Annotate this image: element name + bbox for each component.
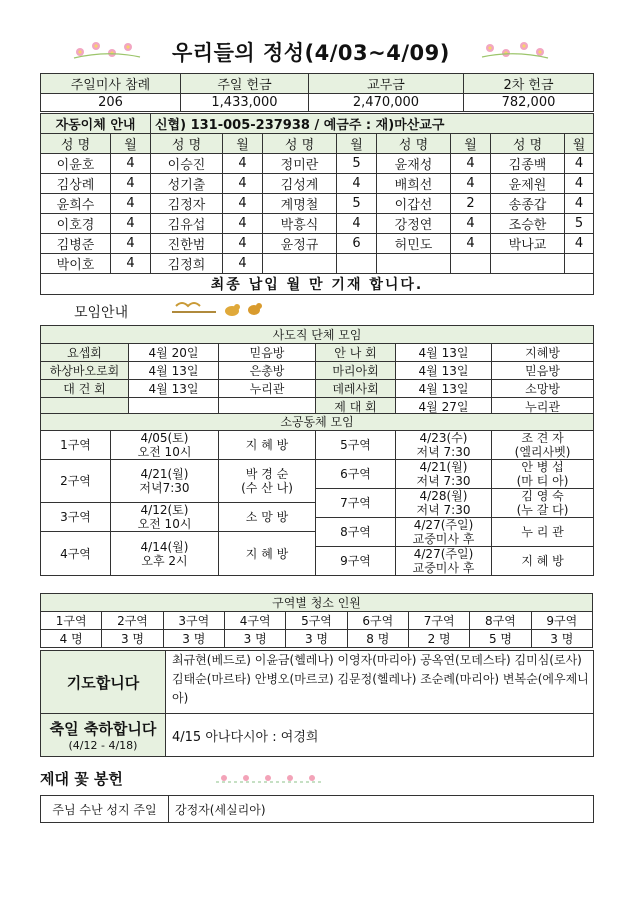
second-offering-value: 782,000: [464, 94, 594, 112]
community-place: 소 망 방: [219, 503, 316, 532]
payer-month: 4: [565, 234, 594, 254]
payer-name: 진한범: [151, 234, 223, 254]
col-month: 월: [111, 134, 151, 154]
group-place: 믿음방: [219, 344, 316, 362]
payer-month: 4: [223, 214, 263, 234]
community-zone: 1구역: [41, 431, 111, 460]
flower-decoration-left-icon: [72, 38, 142, 62]
payer-month: 4: [337, 174, 377, 194]
altar-flowers-title: 제대 꽃 봉헌: [40, 770, 123, 788]
community-date: 4/21(월) 저녁 7:30: [396, 460, 492, 489]
cleaning-zone: 1구역: [41, 612, 102, 630]
cleaning-title: 구역별 청소 인원: [41, 594, 593, 612]
payment-note: 최종 납입 월 만 기재 합니다.: [41, 274, 594, 295]
payer-name: 정미란: [263, 154, 337, 174]
offering-header: 교무금: [309, 74, 464, 94]
community-date: 4/28(월) 저녁 7:30: [396, 489, 492, 518]
community-zone: 6구역: [316, 460, 396, 489]
payer-month: 4: [223, 174, 263, 194]
payer-month: 5: [565, 214, 594, 234]
cleaning-table: [40, 593, 593, 648]
payer-month: 4: [111, 234, 151, 254]
payer-name: 박나교: [491, 234, 565, 254]
community-place: 누 리 관: [492, 518, 594, 547]
feast-cell: [41, 714, 166, 757]
community-zone: 8구역: [316, 518, 396, 547]
prayer-names: 최규현(베드로) 이윤금(헬레나) 이영자(마리아) 공옥연(모데스타) 김미심(로사) 김태순(마르타) 안병오(마르코) 김문정(헬레나) 조순례(마리아) 변복순(에우제니아): [166, 651, 594, 714]
apostolic-groups-title: 사도직 단체 모임: [41, 326, 594, 344]
cleaning-count: 8 명: [347, 630, 408, 648]
payer-name: [377, 254, 451, 274]
altar-flowers-table: [40, 795, 594, 823]
payer-month: 4: [111, 194, 151, 214]
payer-row: [41, 254, 594, 274]
payer-month: 4: [223, 234, 263, 254]
cleaning-zone: 3구역: [163, 612, 224, 630]
payer-month: [337, 254, 377, 274]
group-name: 하상바오로회: [41, 362, 129, 380]
community-title: 소공동체 모임: [41, 414, 594, 431]
col-month: 월: [451, 134, 491, 154]
payer-month: 4: [111, 154, 151, 174]
payer-name: 이윤호: [41, 154, 111, 174]
offering-header: 2차 헌금: [464, 74, 594, 94]
community-place: 박 경 순 (수 산 나): [219, 460, 316, 503]
group-place: 지혜방: [492, 344, 594, 362]
flower-occasion: 주님 수난 성지 주일: [41, 796, 169, 823]
payer-month: 4: [565, 154, 594, 174]
community-zone: 7구역: [316, 489, 396, 518]
cleaning-zone: 4구역: [224, 612, 285, 630]
auto-transfer-label: 자동이체 안내: [41, 114, 151, 134]
payer-name: 김종백: [491, 154, 565, 174]
community-subrow: [41, 460, 594, 475]
group-name: 요셉회: [41, 344, 129, 362]
payer-name: 조승한: [491, 214, 565, 234]
payer-name: 이호경: [41, 214, 111, 234]
payer-name: 김상례: [41, 174, 111, 194]
payer-name: 박이호: [41, 254, 111, 274]
payer-month: 4: [223, 194, 263, 214]
payer-name: 김정희: [151, 254, 223, 274]
payer-name: 윤재성: [377, 154, 451, 174]
community-place: 지 혜 방: [219, 431, 316, 460]
flower-decoration-right-icon: [480, 38, 550, 62]
payer-month: 4: [451, 154, 491, 174]
col-name: 성 명: [151, 134, 223, 154]
payer-name: 윤정규: [263, 234, 337, 254]
payer-name: [263, 254, 337, 274]
community-subrow: [41, 431, 594, 446]
payer-row: [41, 174, 594, 194]
group-place: 믿음방: [492, 362, 594, 380]
community-date: 4/27(주일) 교중미사 후: [396, 547, 492, 576]
mass-attendance-value: 206: [41, 94, 181, 112]
community-table: [40, 413, 594, 576]
payer-month: 4: [565, 194, 594, 214]
cleaning-count: 3 명: [224, 630, 285, 648]
payer-month: 6: [337, 234, 377, 254]
group-row: [41, 362, 594, 380]
flower-border-icon: [214, 772, 324, 786]
col-name: 성 명: [41, 134, 111, 154]
payer-month: 4: [111, 214, 151, 234]
offering-table: [40, 73, 594, 112]
group-date: 4월 13일: [396, 362, 492, 380]
auto-transfer-info: 신협) 131-005-237938 / 예금주 : 재)마산교구: [151, 114, 594, 134]
group-row: [41, 380, 594, 398]
payer-month: 5: [337, 154, 377, 174]
payer-month: [451, 254, 491, 274]
church-fee-value: 2,470,000: [309, 94, 464, 112]
payer-name: 김유섭: [151, 214, 223, 234]
payer-month: 4: [451, 234, 491, 254]
col-month: 월: [337, 134, 377, 154]
payer-row: [41, 234, 594, 254]
payer-name: [491, 254, 565, 274]
community-zone: 3구역: [41, 503, 111, 532]
payer-name: 성기출: [151, 174, 223, 194]
community-date: 4/05(토) 오전 10시: [111, 431, 219, 460]
payer-month: [565, 254, 594, 274]
col-name: 성 명: [263, 134, 337, 154]
payer-month: 4: [111, 254, 151, 274]
apostolic-groups-table: [40, 325, 594, 416]
cleaning-zone: 2구역: [102, 612, 163, 630]
group-place: 누리관: [492, 398, 594, 416]
community-place: 조 견 자 (엘리사벳): [492, 431, 594, 460]
payer-row: [41, 214, 594, 234]
cleaning-count: 3 명: [286, 630, 347, 648]
feast-text: 4/15 아나다시아 : 여경희: [166, 714, 594, 757]
feast-label: 축일 축하합니다: [49, 720, 157, 738]
group-name: 마리아회: [316, 362, 396, 380]
payer-name: 허민도: [377, 234, 451, 254]
community-zone: 9구역: [316, 547, 396, 576]
group-place: 은총방: [219, 362, 316, 380]
group-name: 제 대 회: [316, 398, 396, 416]
payer-name: 배희선: [377, 174, 451, 194]
payer-name: 이승진: [151, 154, 223, 174]
community-date: 4/12(토) 오전 10시: [111, 503, 219, 532]
community-date: 4/14(월) 오후 2시: [111, 532, 219, 576]
group-date: 4월 13일: [129, 380, 219, 398]
col-name: 성 명: [491, 134, 565, 154]
group-place: 누리관: [219, 380, 316, 398]
cleaning-count: 4 명: [41, 630, 102, 648]
prayer-feast-table: [40, 650, 594, 757]
payer-month: 4: [223, 154, 263, 174]
col-name: 성 명: [377, 134, 451, 154]
group-date: 4월 13일: [396, 344, 492, 362]
col-month: 월: [565, 134, 594, 154]
group-name: 데레사회: [316, 380, 396, 398]
cleaning-zone: 9구역: [531, 612, 592, 630]
col-month: 월: [223, 134, 263, 154]
payer-name: 윤제원: [491, 174, 565, 194]
community-place: 지 혜 방: [219, 532, 316, 576]
group-name: 안 나 회: [316, 344, 396, 362]
community-date: 4/23(수) 저녁 7:30: [396, 431, 492, 460]
community-zone: 5구역: [316, 431, 396, 460]
cleaning-zone: 7구역: [408, 612, 469, 630]
payer-name: 박흥식: [263, 214, 337, 234]
payer-row: [41, 194, 594, 214]
flower-donor: 강정자(세실리아): [169, 796, 594, 823]
group-date: 4월 27일: [396, 398, 492, 416]
community-zone: 4구역: [41, 532, 111, 576]
cleaning-zone: 8구역: [470, 612, 531, 630]
feast-range: (4/12 - 4/18): [68, 739, 138, 752]
group-place: 소망방: [492, 380, 594, 398]
group-date: 4월 13일: [129, 362, 219, 380]
community-place: 안 병 섭 (마 티 아): [492, 460, 594, 489]
bird-decoration-icon: [170, 298, 270, 320]
payer-name: 김병준: [41, 234, 111, 254]
payer-name: 송종갑: [491, 194, 565, 214]
cleaning-zone: 6구역: [347, 612, 408, 630]
payer-month: 4: [337, 214, 377, 234]
payer-month: 2: [451, 194, 491, 214]
prayer-label: 기도합니다: [41, 651, 166, 714]
community-place: 김 영 숙 (누 갈 다): [492, 489, 594, 518]
group-name: 대 건 회: [41, 380, 129, 398]
payer-month: 4: [451, 214, 491, 234]
payers-table: [40, 113, 594, 295]
page-title: 우리들의 정성(4/03~4/09): [172, 41, 450, 65]
payer-month: 4: [565, 174, 594, 194]
payer-month: 5: [337, 194, 377, 214]
community-date: 4/21(월) 저녁7:30: [111, 460, 219, 503]
payer-row: [41, 154, 594, 174]
payer-month: 4: [111, 174, 151, 194]
payer-name: 윤희수: [41, 194, 111, 214]
cleaning-count: 5 명: [470, 630, 531, 648]
community-place: 지 혜 방: [492, 547, 594, 576]
community-date: 4/27(주일) 교중미사 후: [396, 518, 492, 547]
group-row: [41, 344, 594, 362]
payer-month: 4: [223, 254, 263, 274]
group-date: 4월 13일: [396, 380, 492, 398]
payer-name: 계명철: [263, 194, 337, 214]
cleaning-count: 3 명: [531, 630, 592, 648]
community-zone: 2구역: [41, 460, 111, 503]
offering-header: 주일미사 참례: [41, 74, 181, 94]
group-date: 4월 20일: [129, 344, 219, 362]
offering-header: 주일 헌금: [181, 74, 309, 94]
payer-name: 김성계: [263, 174, 337, 194]
cleaning-zone: 5구역: [286, 612, 347, 630]
sunday-offering-value: 1,433,000: [181, 94, 309, 112]
cleaning-count: 2 명: [408, 630, 469, 648]
cleaning-count: 3 명: [102, 630, 163, 648]
payer-name: 이갑선: [377, 194, 451, 214]
meetings-section-label: 모임안내: [74, 305, 129, 321]
payer-name: 강정연: [377, 214, 451, 234]
payer-month: 4: [451, 174, 491, 194]
cleaning-count: 3 명: [163, 630, 224, 648]
payer-name: 김정자: [151, 194, 223, 214]
